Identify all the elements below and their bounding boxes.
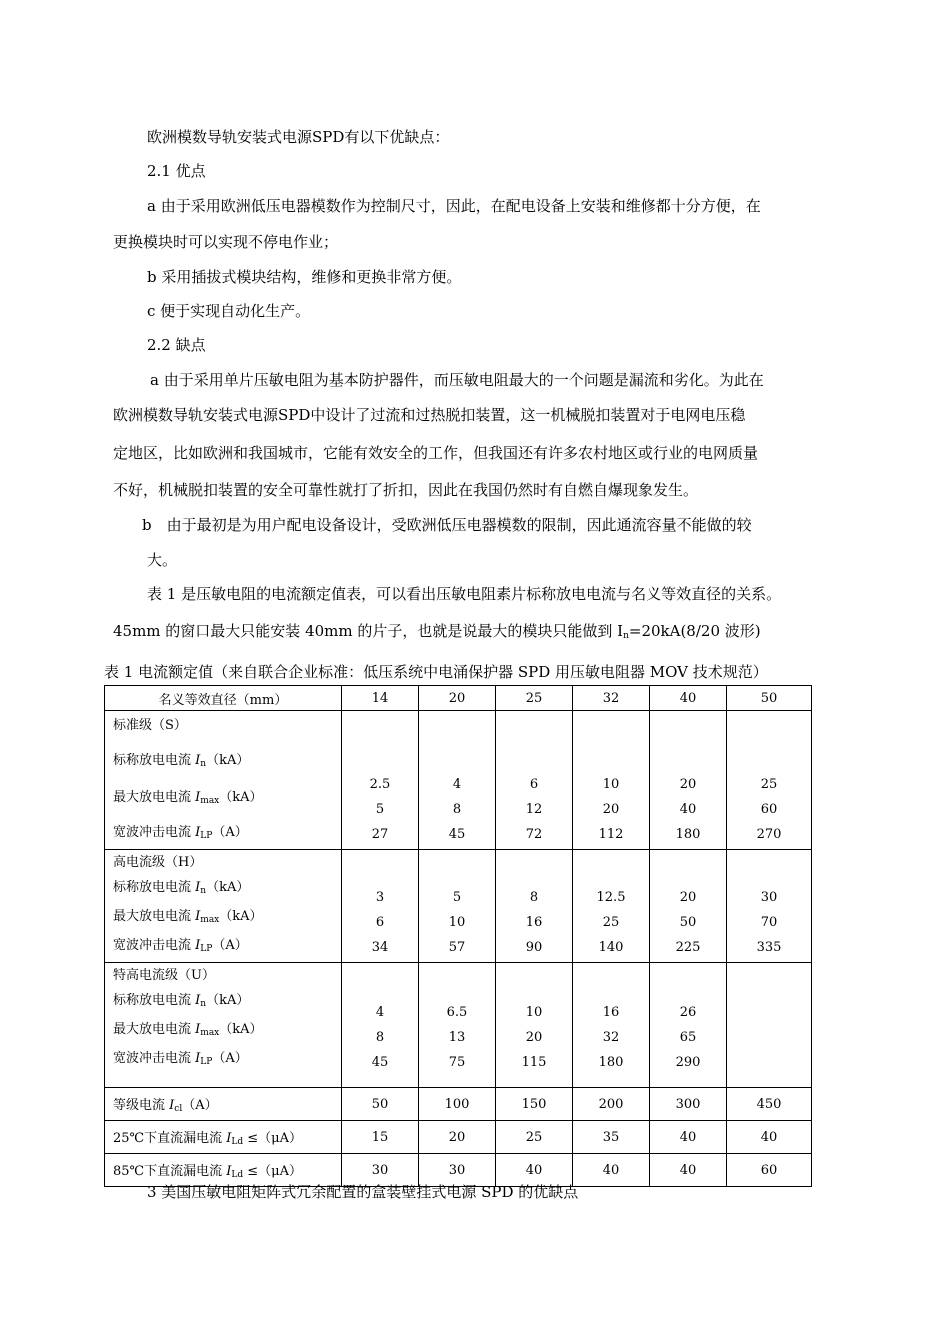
value-cell: 5 bbox=[452, 890, 462, 905]
diameter-cell: 14 bbox=[342, 686, 419, 711]
value-cell: 40 bbox=[573, 1154, 650, 1187]
value-cell: 75 bbox=[448, 1055, 466, 1070]
con-a-line-2: 欧洲模数导轨安装式电源SPD中设计了过流和过热脱扣装置，这一机械脱扣装置对于电网电压稳 bbox=[113, 406, 746, 424]
value-cell: 140 bbox=[598, 940, 624, 955]
value-cell: 90 bbox=[525, 940, 543, 955]
diameter-cell: 50 bbox=[727, 686, 812, 711]
value-cell: 60 bbox=[760, 802, 778, 817]
value-cell: 25 bbox=[496, 1121, 573, 1154]
value-cell: 15 bbox=[342, 1121, 419, 1154]
table-header-row bbox=[105, 686, 812, 711]
pros-heading: 2.1 优点 bbox=[147, 162, 206, 180]
value-cell: 270 bbox=[756, 827, 782, 842]
value-cell: 40 bbox=[679, 802, 697, 817]
high-title: 高电流级（H） bbox=[113, 855, 203, 870]
value-cell: 57 bbox=[448, 940, 466, 955]
value-cell: 72 bbox=[525, 827, 543, 842]
value-cell: 100 bbox=[419, 1088, 496, 1121]
value-cell: 16 bbox=[602, 1005, 620, 1020]
con-a-line-4: 不好，机械脱扣装置的安全可靠性就打了折扣，因此在我国仍然时有自燃自爆现象发生。 bbox=[113, 481, 699, 499]
diameter-cell: 32 bbox=[573, 686, 650, 711]
leakage-25c-row bbox=[105, 1121, 812, 1154]
value-cell: 3 bbox=[375, 890, 385, 905]
ilp-label: 宽波冲击电流 $I_{LP}(A)$ bbox=[113, 1051, 248, 1067]
table-intro-line-1: 表 1 是压敏电阻的电流额定值表，可以看出压敏电阻素片标称放电电流与名义等效直径的关系。 bbox=[147, 585, 782, 603]
value-cell: 450 bbox=[727, 1088, 812, 1121]
con-a-line-3: 定地区，比如欧洲和我国城市，它能有效安全的工作，但我国还有许多农村地区或行业的电网质量 bbox=[113, 444, 759, 462]
value-cell: 25 bbox=[760, 777, 778, 792]
value-cell: 12 bbox=[525, 802, 543, 817]
value-cell: 35 bbox=[573, 1121, 650, 1154]
pro-a-line-2: 更换模块时可以实现不停电作业； bbox=[113, 233, 339, 251]
value-cell: 115 bbox=[521, 1055, 547, 1070]
value-cell: 290 bbox=[675, 1055, 701, 1070]
value-cell: 20 bbox=[419, 1121, 496, 1154]
value-cell: 5 bbox=[375, 802, 385, 817]
intro-paragraph: 欧洲模数导轨安装式电源SPD有以下优缺点： bbox=[147, 128, 450, 146]
table-caption: 表 1 电流额定值（来自联合企业标准：低压系统中电涌保护器 SPD 用压敏电阻器 MOV 技术规范） bbox=[104, 663, 768, 681]
ilp-label: 宽波冲击电流 $I_{LP}(A)$ bbox=[113, 825, 248, 841]
in-label: 标称放电电流 $I_n(kA)$ bbox=[113, 993, 250, 1009]
value-cell: 45 bbox=[371, 1055, 389, 1070]
value-cell: 180 bbox=[598, 1055, 624, 1070]
value-cell: 300 bbox=[650, 1088, 727, 1121]
pro-a-line-1: a 由于采用欧洲低压电器模数作为控制尺寸，因此，在配电设备上安装和维修都十分方便，在 bbox=[147, 197, 761, 215]
value-cell: 10 bbox=[448, 915, 466, 930]
high-grade-row bbox=[105, 850, 812, 963]
value-cell: 30 bbox=[419, 1154, 496, 1187]
value-cell: 26 bbox=[679, 1005, 697, 1020]
value-cell: 335 bbox=[756, 940, 782, 955]
value-cell: 200 bbox=[573, 1088, 650, 1121]
value-cell: 50 bbox=[342, 1088, 419, 1121]
value-cell: 27 bbox=[371, 827, 389, 842]
value-cell: 25 bbox=[602, 915, 620, 930]
imax-label: 最大放电电流 $I_{max}(kA)$ bbox=[113, 909, 263, 925]
value-cell: 6.5 bbox=[446, 1005, 468, 1020]
value-cell: 180 bbox=[675, 827, 701, 842]
ultra-grade-row bbox=[105, 963, 812, 1088]
in-label: 标称放电电流 $I_n(kA)$ bbox=[113, 753, 250, 769]
header-label: 名义等效直径（mm） bbox=[105, 686, 342, 711]
standard-title: 标准级（S） bbox=[113, 718, 187, 733]
imax-label: 最大放电电流 $I_{max}(kA)$ bbox=[113, 1022, 263, 1038]
value-cell: 8 bbox=[375, 1030, 385, 1045]
table-intro-line-2: 45mm 的窗口最大只能安装 40mm 的片子，也就是说最大的模块只能做到 $I_n=20kA(8/20$ 波形) bbox=[113, 622, 761, 641]
value-cell: 40 bbox=[650, 1154, 727, 1187]
value-cell: 30 bbox=[342, 1154, 419, 1187]
value-cell: 34 bbox=[371, 940, 389, 955]
value-cell: 70 bbox=[760, 915, 778, 930]
value-cell: 225 bbox=[675, 940, 701, 955]
value-cell: 30 bbox=[760, 890, 778, 905]
standard-grade-row bbox=[105, 711, 812, 850]
value-cell: 4 bbox=[375, 1005, 385, 1020]
con-b-line-2: 大。 bbox=[147, 551, 178, 569]
value-cell: 6 bbox=[529, 777, 539, 792]
value-cell: 60 bbox=[727, 1154, 812, 1187]
diameter-cell: 25 bbox=[496, 686, 573, 711]
con-a-line-1: a 由于采用单片压敏电阻为基本防护器件，而压敏电阻最大的一个问题是漏流和劣化。为此在 bbox=[150, 371, 764, 389]
value-cell: 8 bbox=[529, 890, 539, 905]
value-cell: 40 bbox=[650, 1121, 727, 1154]
value-cell: 6 bbox=[375, 915, 385, 930]
value-cell: 20 bbox=[679, 777, 697, 792]
ilp-label: 宽波冲击电流 $I_{LP}(A)$ bbox=[113, 938, 248, 954]
pro-b: b 采用插拔式模块结构，维修和更换非常方便。 bbox=[147, 268, 462, 286]
value-cell: 32 bbox=[602, 1030, 620, 1045]
imax-label: 最大放电电流 $I_{max}(kA)$ bbox=[113, 790, 263, 806]
value-cell: 20 bbox=[602, 802, 620, 817]
grade-current-label: 等级电流 $I_{cl}(A)$ bbox=[105, 1088, 342, 1121]
current-rating-table bbox=[104, 685, 812, 1187]
leakage-85c-label: 85℃下直流漏电流 $I_{Ld} \le(\mu A)$ bbox=[105, 1154, 342, 1187]
value-cell: 16 bbox=[525, 915, 543, 930]
value-cell: 40 bbox=[496, 1154, 573, 1187]
pro-c: c 便于实现自动化生产。 bbox=[147, 302, 311, 320]
in-label: 标称放电电流 $I_n(kA)$ bbox=[113, 880, 250, 896]
diameter-cell: 20 bbox=[419, 686, 496, 711]
value-cell: 112 bbox=[598, 827, 624, 842]
value-cell: 40 bbox=[727, 1121, 812, 1154]
value-cell: 20 bbox=[525, 1030, 543, 1045]
value-cell: 10 bbox=[602, 777, 620, 792]
value-cell: 150 bbox=[496, 1088, 573, 1121]
value-cell: 2.5 bbox=[369, 777, 391, 792]
empty-cell bbox=[727, 963, 812, 1088]
cons-heading: 2.2 缺点 bbox=[147, 336, 206, 354]
value-cell: 50 bbox=[679, 915, 697, 930]
value-cell: 20 bbox=[679, 890, 697, 905]
leakage-25c-label: 25℃下直流漏电流 $I_{Ld} \le(\mu A)$ bbox=[105, 1121, 342, 1154]
value-cell: 10 bbox=[525, 1005, 543, 1020]
section-3-heading: 3 美国压敏电阻矩阵式冗余配置的盒装壁挂式电源 SPD 的优缺点 bbox=[147, 1183, 579, 1201]
value-cell: 4 bbox=[452, 777, 462, 792]
value-cell: 12.5 bbox=[596, 890, 626, 905]
value-cell: 13 bbox=[448, 1030, 466, 1045]
con-b-line-1: b 由于最初是为用户配电设备设计，受欧洲低压电器模数的限制，因此通流容量不能做的较 bbox=[142, 516, 752, 534]
value-cell: 45 bbox=[448, 827, 466, 842]
value-cell: 8 bbox=[452, 802, 462, 817]
diameter-cell: 40 bbox=[650, 686, 727, 711]
grade-current-row bbox=[105, 1088, 812, 1121]
ultra-title: 特高电流级（U） bbox=[113, 968, 215, 983]
value-cell: 65 bbox=[679, 1030, 697, 1045]
